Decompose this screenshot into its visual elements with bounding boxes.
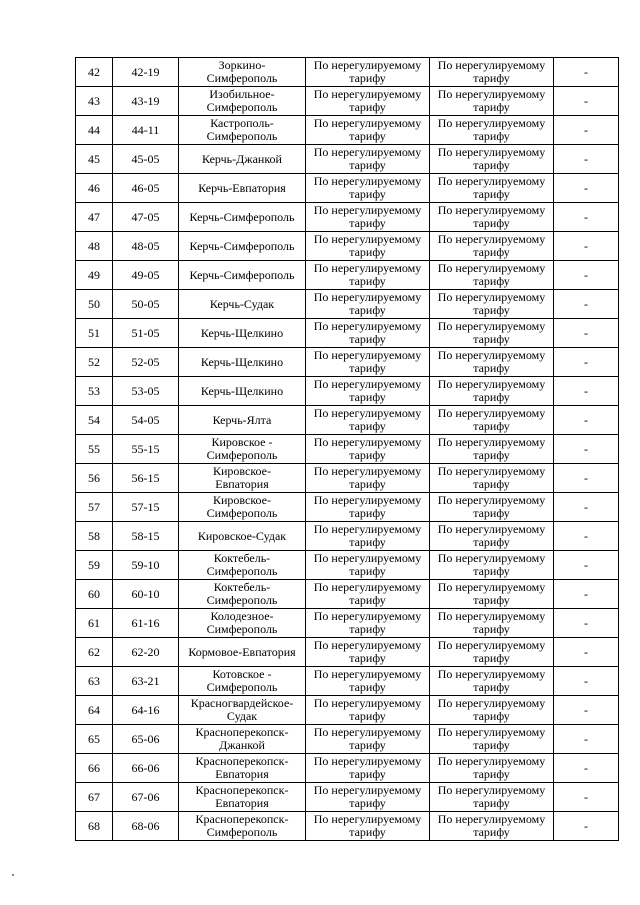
tariff-cell: По нерегулируемому тарифу — [306, 377, 430, 406]
tariff-cell: По нерегулируемому тарифу — [430, 116, 554, 145]
note-cell: - — [554, 493, 619, 522]
tariff-cell: По нерегулируемому тарифу — [306, 406, 430, 435]
route-code-cell: 65-06 — [113, 725, 179, 754]
route-name-cell: Керчь-Щелкино — [179, 348, 306, 377]
routes-table-body — [76, 58, 619, 841]
note-cell: - — [554, 580, 619, 609]
row-number-cell: 43 — [76, 87, 113, 116]
row-number-cell: 64 — [76, 696, 113, 725]
route-name-cell: Красноперекопск- Евпатория — [179, 783, 306, 812]
table-row — [76, 725, 619, 754]
route-code-cell: 45-05 — [113, 145, 179, 174]
route-code-cell: 60-10 — [113, 580, 179, 609]
route-name-cell: Коктебель- Симферополь — [179, 551, 306, 580]
route-name-cell: Керчь-Джанкой — [179, 145, 306, 174]
tariff-cell: По нерегулируемому тарифу — [306, 580, 430, 609]
table-row — [76, 174, 619, 203]
table-row — [76, 551, 619, 580]
note-cell: - — [554, 754, 619, 783]
tariff-cell: По нерегулируемому тарифу — [430, 261, 554, 290]
route-code-cell: 56-15 — [113, 464, 179, 493]
row-number-cell: 46 — [76, 174, 113, 203]
tariff-cell: По нерегулируемому тарифу — [430, 812, 554, 841]
table-row — [76, 754, 619, 783]
tariff-cell: По нерегулируемому тарифу — [430, 319, 554, 348]
route-name-cell: Красноперекопск- Джанкой — [179, 725, 306, 754]
tariff-cell: По нерегулируемому тарифу — [430, 464, 554, 493]
route-name-cell: Керчь-Симферополь — [179, 261, 306, 290]
note-cell: - — [554, 145, 619, 174]
row-number-cell: 67 — [76, 783, 113, 812]
note-cell: - — [554, 290, 619, 319]
table-row — [76, 812, 619, 841]
tariff-cell: По нерегулируемому тарифу — [306, 754, 430, 783]
route-code-cell: 55-15 — [113, 435, 179, 464]
tariff-cell: По нерегулируемому тарифу — [306, 145, 430, 174]
tariff-cell: По нерегулируемому тарифу — [430, 725, 554, 754]
route-code-cell: 68-06 — [113, 812, 179, 841]
row-number-cell: 55 — [76, 435, 113, 464]
tariff-cell: По нерегулируемому тарифу — [430, 609, 554, 638]
table-row — [76, 232, 619, 261]
note-cell: - — [554, 725, 619, 754]
route-name-cell: Кировское- Евпатория — [179, 464, 306, 493]
route-code-cell: 46-05 — [113, 174, 179, 203]
note-cell: - — [554, 638, 619, 667]
tariff-cell: По нерегулируемому тарифу — [306, 174, 430, 203]
route-code-cell: 50-05 — [113, 290, 179, 319]
note-cell: - — [554, 319, 619, 348]
row-number-cell: 68 — [76, 812, 113, 841]
tariff-cell: По нерегулируемому тарифу — [430, 203, 554, 232]
tariff-cell: По нерегулируемому тарифу — [306, 522, 430, 551]
note-cell: - — [554, 348, 619, 377]
routes-table — [75, 57, 619, 841]
route-name-cell: Кировское- Симферополь — [179, 493, 306, 522]
note-cell: - — [554, 406, 619, 435]
route-name-cell: Котовское - Симферополь — [179, 667, 306, 696]
tariff-cell: По нерегулируемому тарифу — [306, 551, 430, 580]
table-row — [76, 406, 619, 435]
row-number-cell: 59 — [76, 551, 113, 580]
route-code-cell: 44-11 — [113, 116, 179, 145]
route-name-cell: Коктебель- Симферополь — [179, 580, 306, 609]
route-code-cell: 51-05 — [113, 319, 179, 348]
route-name-cell: Керчь-Судак — [179, 290, 306, 319]
route-code-cell: 64-16 — [113, 696, 179, 725]
tariff-cell: По нерегулируемому тарифу — [430, 145, 554, 174]
route-code-cell: 57-15 — [113, 493, 179, 522]
tariff-cell: По нерегулируемому тарифу — [430, 232, 554, 261]
table-row — [76, 58, 619, 87]
row-number-cell: 60 — [76, 580, 113, 609]
tariff-cell: По нерегулируемому тарифу — [430, 348, 554, 377]
route-code-cell: 67-06 — [113, 783, 179, 812]
scan-artifact — [12, 874, 14, 876]
row-number-cell: 57 — [76, 493, 113, 522]
tariff-cell: По нерегулируемому тарифу — [430, 754, 554, 783]
note-cell: - — [554, 203, 619, 232]
table-row — [76, 290, 619, 319]
route-code-cell: 43-19 — [113, 87, 179, 116]
tariff-cell: По нерегулируемому тарифу — [306, 783, 430, 812]
note-cell: - — [554, 522, 619, 551]
row-number-cell: 42 — [76, 58, 113, 87]
tariff-cell: По нерегулируемому тарифу — [430, 435, 554, 464]
route-name-cell: Керчь-Щелкино — [179, 319, 306, 348]
row-number-cell: 44 — [76, 116, 113, 145]
tariff-cell: По нерегулируемому тарифу — [430, 174, 554, 203]
tariff-cell: По нерегулируемому тарифу — [430, 406, 554, 435]
tariff-cell: По нерегулируемому тарифу — [430, 522, 554, 551]
tariff-cell: По нерегулируемому тарифу — [306, 812, 430, 841]
tariff-cell: По нерегулируемому тарифу — [430, 58, 554, 87]
note-cell: - — [554, 261, 619, 290]
row-number-cell: 56 — [76, 464, 113, 493]
note-cell: - — [554, 116, 619, 145]
tariff-cell: По нерегулируемому тарифу — [306, 638, 430, 667]
route-name-cell: Керчь-Симферополь — [179, 203, 306, 232]
route-name-cell: Кировское-Судак — [179, 522, 306, 551]
tariff-cell: По нерегулируемому тарифу — [306, 435, 430, 464]
tariff-cell: По нерегулируемому тарифу — [306, 203, 430, 232]
note-cell: - — [554, 232, 619, 261]
note-cell: - — [554, 812, 619, 841]
route-name-cell: Керчь-Симферополь — [179, 232, 306, 261]
route-name-cell: Кормовое-Евпатория — [179, 638, 306, 667]
table-row — [76, 696, 619, 725]
table-row — [76, 116, 619, 145]
row-number-cell: 47 — [76, 203, 113, 232]
row-number-cell: 52 — [76, 348, 113, 377]
tariff-cell: По нерегулируемому тарифу — [306, 493, 430, 522]
tariff-cell: По нерегулируемому тарифу — [306, 348, 430, 377]
note-cell: - — [554, 783, 619, 812]
table-row — [76, 522, 619, 551]
tariff-cell: По нерегулируемому тарифу — [306, 87, 430, 116]
route-code-cell: 53-05 — [113, 377, 179, 406]
route-name-cell: Красногвардейское- Судак — [179, 696, 306, 725]
tariff-cell: По нерегулируемому тарифу — [430, 290, 554, 319]
tariff-cell: По нерегулируемому тарифу — [306, 261, 430, 290]
route-code-cell: 58-15 — [113, 522, 179, 551]
route-code-cell: 42-19 — [113, 58, 179, 87]
table-row — [76, 667, 619, 696]
tariff-cell: По нерегулируемому тарифу — [306, 696, 430, 725]
note-cell: - — [554, 551, 619, 580]
route-code-cell: 49-05 — [113, 261, 179, 290]
note-cell: - — [554, 435, 619, 464]
row-number-cell: 48 — [76, 232, 113, 261]
row-number-cell: 53 — [76, 377, 113, 406]
route-name-cell: Керчь-Евпатория — [179, 174, 306, 203]
table-row — [76, 783, 619, 812]
row-number-cell: 54 — [76, 406, 113, 435]
note-cell: - — [554, 87, 619, 116]
route-code-cell: 47-05 — [113, 203, 179, 232]
note-cell: - — [554, 464, 619, 493]
table-row — [76, 87, 619, 116]
tariff-cell: По нерегулируемому тарифу — [430, 580, 554, 609]
route-code-cell: 63-21 — [113, 667, 179, 696]
route-code-cell: 62-20 — [113, 638, 179, 667]
tariff-cell: По нерегулируемому тарифу — [430, 696, 554, 725]
route-code-cell: 66-06 — [113, 754, 179, 783]
tariff-cell: По нерегулируемому тарифу — [430, 783, 554, 812]
tariff-cell: По нерегулируемому тарифу — [306, 232, 430, 261]
tariff-cell: По нерегулируемому тарифу — [306, 609, 430, 638]
table-row — [76, 319, 619, 348]
route-name-cell: Кировское - Симферополь — [179, 435, 306, 464]
route-name-cell: Зоркино- Симферополь — [179, 58, 306, 87]
route-name-cell: Керчь-Щелкино — [179, 377, 306, 406]
route-code-cell: 61-16 — [113, 609, 179, 638]
row-number-cell: 61 — [76, 609, 113, 638]
note-cell: - — [554, 609, 619, 638]
route-name-cell: Колодезное- Симферополь — [179, 609, 306, 638]
route-code-cell: 54-05 — [113, 406, 179, 435]
table-row — [76, 435, 619, 464]
row-number-cell: 49 — [76, 261, 113, 290]
row-number-cell: 58 — [76, 522, 113, 551]
tariff-cell: По нерегулируемому тарифу — [306, 116, 430, 145]
table-row — [76, 580, 619, 609]
route-code-cell: 59-10 — [113, 551, 179, 580]
tariff-cell: По нерегулируемому тарифу — [430, 493, 554, 522]
note-cell: - — [554, 174, 619, 203]
row-number-cell: 50 — [76, 290, 113, 319]
route-name-cell: Красноперекопск- Евпатория — [179, 754, 306, 783]
tariff-cell: По нерегулируемому тарифу — [306, 667, 430, 696]
tariff-cell: По нерегулируемому тарифу — [430, 638, 554, 667]
tariff-cell: По нерегулируемому тарифу — [430, 377, 554, 406]
row-number-cell: 65 — [76, 725, 113, 754]
note-cell: - — [554, 58, 619, 87]
note-cell: - — [554, 696, 619, 725]
row-number-cell: 62 — [76, 638, 113, 667]
table-row — [76, 203, 619, 232]
note-cell: - — [554, 667, 619, 696]
route-name-cell: Изобильное- Симферополь — [179, 87, 306, 116]
tariff-cell: По нерегулируемому тарифу — [306, 58, 430, 87]
route-code-cell: 52-05 — [113, 348, 179, 377]
row-number-cell: 63 — [76, 667, 113, 696]
tariff-cell: По нерегулируемому тарифу — [306, 290, 430, 319]
tariff-cell: По нерегулируемому тарифу — [430, 87, 554, 116]
table-row — [76, 377, 619, 406]
table-row — [76, 261, 619, 290]
route-name-cell: Керчь-Ялта — [179, 406, 306, 435]
table-row — [76, 145, 619, 174]
tariff-cell: По нерегулируемому тарифу — [430, 667, 554, 696]
note-cell: - — [554, 377, 619, 406]
tariff-cell: По нерегулируемому тарифу — [306, 319, 430, 348]
tariff-cell: По нерегулируемому тарифу — [430, 551, 554, 580]
row-number-cell: 66 — [76, 754, 113, 783]
row-number-cell: 51 — [76, 319, 113, 348]
route-name-cell: Кастрополь- Симферополь — [179, 116, 306, 145]
route-name-cell: Красноперекопск- Симферополь — [179, 812, 306, 841]
table-row — [76, 348, 619, 377]
table-row — [76, 493, 619, 522]
tariff-cell: По нерегулируемому тарифу — [306, 725, 430, 754]
route-code-cell: 48-05 — [113, 232, 179, 261]
table-row — [76, 609, 619, 638]
tariff-cell: По нерегулируемому тарифу — [306, 464, 430, 493]
row-number-cell: 45 — [76, 145, 113, 174]
table-row — [76, 638, 619, 667]
table-row — [76, 464, 619, 493]
